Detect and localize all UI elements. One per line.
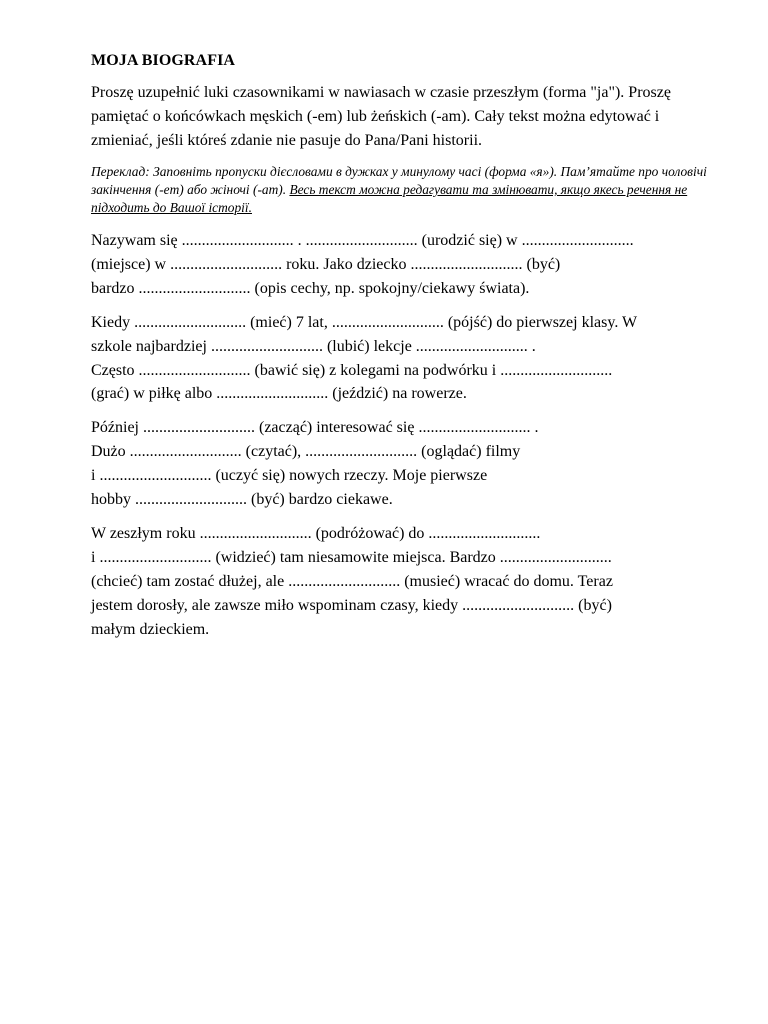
exercise-line: szkole najbardziej ............................ (lubić) lekcje ............................ . xyxy=(91,337,536,355)
exercise-line: Później ............................ (zacząć) interesować się ............................ . xyxy=(91,419,539,437)
exercise-line: Dużo ............................ (czytać), ............................ (oglądać) filmy xyxy=(91,443,521,461)
exercise-line: i ............................ (widzieć) tam niesamowite miejsca. Bardzo ............................ xyxy=(91,548,612,566)
exercise-line: (grać) w piłkę albo ............................ (jeździć) na rowerze. xyxy=(91,385,467,403)
translation-text: Переклад: Заповніть пропуски дієсловами в дужках у минулому часі (форма «я»). Пам’ятайте про чоловічі закінчення (-em) або жіночі (-am). xyxy=(91,164,707,197)
exercise-line: jestem dorosły, ale zawsze miło wspominam czasy, kiedy ............................ (być) xyxy=(91,596,612,614)
exercise-paragraph-3 xyxy=(91,416,721,512)
exercise-line: (chcieć) tam zostać dłużej, ale ............................ (musieć) wracać do domu. Teraz xyxy=(91,572,613,590)
document-title: MOJA BIOGRAFIA xyxy=(91,52,236,69)
exercise-line: hobby ............................ (być) bardzo ciekawe. xyxy=(91,491,393,509)
exercise-line: (miejsce) w ............................ roku. Jako dziecko ............................ (być) xyxy=(91,255,561,273)
exercise-paragraph-2 xyxy=(91,311,721,407)
exercise-paragraph-1 xyxy=(91,229,721,301)
exercise-paragraph-4 xyxy=(91,522,721,642)
instructions-paragraph: Proszę uzupełnić luki czasownikami w nawiasach w czasie przeszłym (forma "ja"). Proszę pamiętać o końcówkach męskich (-em) lub żeńskich (-am). Cały tekst można edytować i zmieniać, jeśli któreś zdanie nie pasuje do Pana/Pani historii. xyxy=(91,84,671,149)
translation-paragraph xyxy=(91,163,721,217)
exercise-line: Nazywam się ............................ . ............................ (urodzić się) w ............................ xyxy=(91,232,634,249)
exercise-line: bardzo ............................ (opis cechy, np. spokojny/ciekawy świata). xyxy=(91,279,530,297)
exercise-line: i ............................ (uczyć się) nowych rzeczy. Moje pierwsze xyxy=(91,467,488,485)
exercise-line: małym dzieckiem. xyxy=(91,620,210,638)
exercise-line: Często ............................ (bawić się) z kolegami na podwórku i ............................ xyxy=(91,361,613,379)
exercise-line: Kiedy ............................ (mieć) 7 lat, ............................ (pójść) do pierwszej klasy. W xyxy=(91,313,638,331)
translation-underlined-text: Весь текст можна редагувати та змінювати, якщо якесь речення не підходить до Вашої історії. xyxy=(91,182,688,215)
exercise-line: W zeszłym roku ............................ (podróżować) do ............................ xyxy=(91,524,541,542)
document-page xyxy=(91,50,721,652)
